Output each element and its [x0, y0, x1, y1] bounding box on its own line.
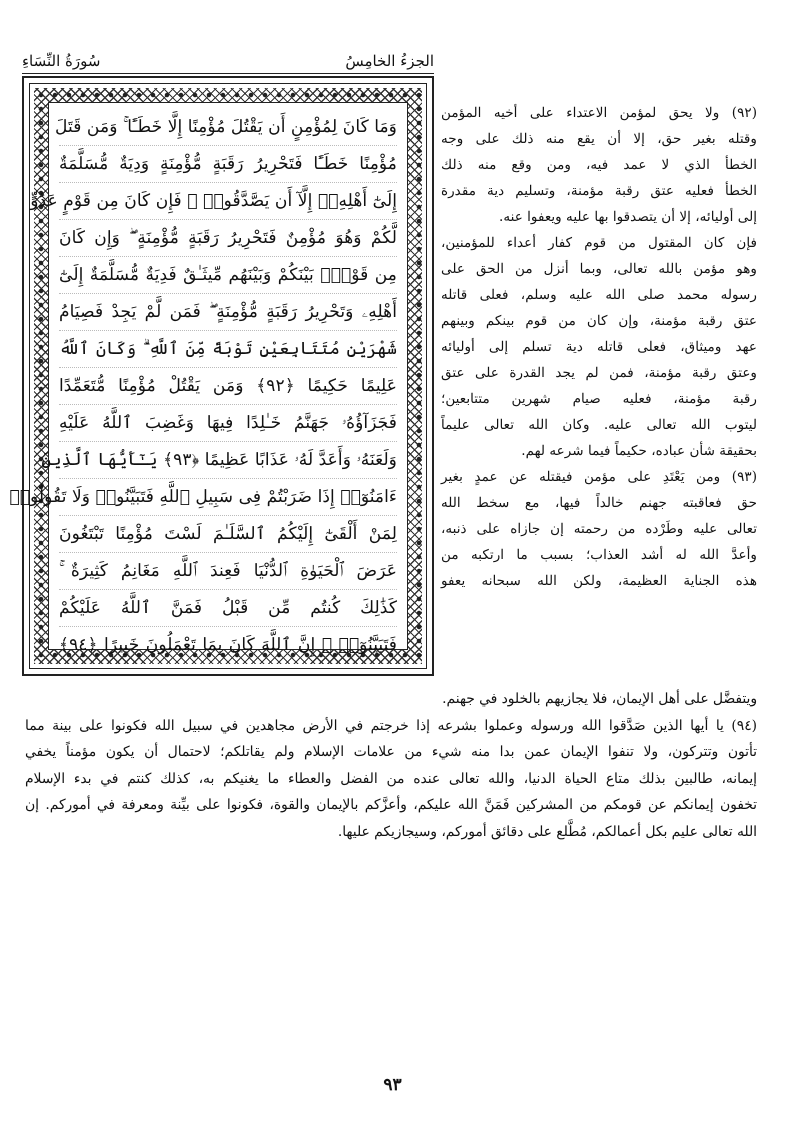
verse-line: كَذَٰلِكَ كُنتُم مِّن قَبْلُ فَمَنَّ ٱللَّهُ عَلَيْكُمْ [59, 590, 397, 627]
verse-line: مُؤْمِنًا خَطَـًٔا فَتَحْرِيرُ رَقَبَةٍ مُّؤْمِنَةٍ وَدِيَةٌ مُّسَلَّمَةٌ [59, 146, 397, 183]
surah-title: سُورَةُ النِّسَاءِ [22, 52, 101, 70]
tafsir-line: الله تعالى عليم بكل أعمالكم، مُطَّلع على دقائق أموركم، وسيجازيكم عليها. [337, 823, 757, 840]
tafsir-line: حق فعاقبته جهنم خالداً فيها، مع سخط الله [441, 495, 757, 511]
tafsir-line: وعتق رقبة مؤمنة، فمن لم يجد القدرة على عتق [441, 365, 757, 381]
verse-line: لَّكُمْ وَهُوَ مُؤْمِنٌ فَتَحْرِيرُ رَقَبَةٍ مُّؤْمِنَةٍ ۖ وَإِن كَانَ [59, 220, 397, 257]
verse-box [9, 102, 408, 655]
tafsir-line: وقتله بغير حق، إلا أن يقع منه ذلك على وجه [441, 131, 757, 147]
tafsir-line: الخطأ الذي لا عمد فيه، ومن وقع منه ذلك [441, 157, 757, 173]
ornamental-border [9, 88, 422, 664]
tafsir-line: هذه الجناية العظيمة، ولكن الله سبحانه يعفو [441, 573, 757, 589]
verse-line: مِن قَوْمٍۭ بَيْنَكُمْ وَبَيْنَهُم مِّيثَـٰقٌ فَدِيَةٌ مُّسَلَّمَةٌ إِلَىٰٓ [59, 257, 397, 294]
tafsir-line: إيمانه، طالبين بذلك متاع الحياة الدنيا، والله تعالى عنده من الفضل والعطاء ما يغنيكم به، كذلك كنتم في بدء الإسلام [25, 770, 757, 787]
tafsir-line: تعالى عليه وطَرْده من رحمته إن جازاه على ذنبه، [441, 521, 757, 537]
tafsir-line: (٩٣) ومن يَعْتَدِ على مؤمن فيقتله عن عمدٍ بغير [441, 469, 757, 485]
tafsir-side-column [441, 100, 757, 594]
tafsir-line: (٩٢) ولا يحق لمؤمن الاعتداء على أخيه المؤمن [441, 105, 757, 121]
verse-line: فَجَزَآؤُهُۥ جَهَنَّمُ خَـٰلِدًا فِيهَا وَغَضِبَ ٱللَّهُ عَلَيْهِ [59, 405, 397, 442]
tafsir-line: (٩٤) يا أيها الذين صَدَّقوا الله ورسوله وعملوا بشرعه إذا خرجتم في الأرض مجاهدين في سبيل الله فكونوا على بينة مما [25, 717, 757, 734]
tafsir-line: عتق رقبة مؤمنة، وإن كان من قوم بينكم وبينهم [441, 313, 757, 329]
quran-verse-frame [9, 76, 434, 676]
tafsir-line: ويتفضَّل على أهل الإيمان، فلا يجازيهم بالخلود في جهنم. [442, 691, 757, 707]
verse-line: عَلِيمًا حَكِيمًا ﴿٩٢﴾ وَمَن يَقْتُلْ مُؤْمِنًا مُّتَعَمِّدًا [59, 368, 397, 405]
verse-line: أَهْلِهِۦ وَتَحْرِيرُ رَقَبَةٍ مُّؤْمِنَةٍ ۖ فَمَن لَّمْ يَجِدْ فَصِيَامُ [59, 294, 397, 331]
verse-line: فَتَبَيَّنُوٓا۟ ۚ إِنَّ ٱللَّهَ كَانَ بِمَا تَعْمَلُونَ خَبِيرًا ﴿٩٤﴾ [59, 635, 397, 655]
tafsir-full-width [25, 686, 757, 845]
tafsir-line: ليتوب الله تعالى عليه. وكان الله تعالى عليماً [441, 417, 757, 433]
tafsir-line: عهد وميثاق، فعلى قاتله دية تسلم إلى أوليائه [441, 339, 757, 355]
verse-line: وَمَا كَانَ لِمُؤْمِنٍ أَن يَقْتُلَ مُؤْمِنًا إِلَّا خَطَـًٔا ۚ وَمَن قَتَلَ [59, 109, 397, 146]
tafsir-line: رسوله محمد صلى الله عليه وسلم، فعلى قاتله [441, 287, 757, 303]
verse-line: ءَامَنُوٓا۟ إِذَا ضَرَبْتُمْ فِى سَبِيلِ ٱللَّهِ فَتَبَيَّنُوا۟ وَلَا تَقُولُوا۟ [59, 479, 397, 516]
page-number: ٩٣ [383, 1075, 402, 1095]
verse-line: وَلَعَنَهُۥ وَأَعَدَّ لَهُۥ عَذَابًا عَظِيمًا ﴿٩٣﴾ يَـٰٓأَيُّهَا ٱلَّذِينَ [59, 442, 397, 479]
verse-line: لِمَنْ أَلْقَىٰٓ إِلَيْكُمُ ٱلسَّلَـٰمَ لَسْتَ مُؤْمِنًا تَبْتَغُونَ [59, 516, 397, 553]
tafsir-line: رقبة مؤمنة، فعليه صيام شهرين متتابعين؛ [441, 391, 757, 407]
tafsir-line: تأتون وتتركون، ولا تنفوا الإيمان عمن بدا منه شيء من علامات الإسلام ولم يقاتلكم؛ لاحتمال أن يكون مؤمناً يخفي [25, 744, 757, 760]
verse-line: إِلَىٰٓ أَهْلِهِۦٓ إِلَّآ أَن يَصَّدَّقُوا۟ ۚ فَإِن كَانَ مِن قَوْمٍ عَدُوٍّ [59, 183, 397, 220]
juz-title: الجزءُ الخامِسُ [345, 52, 434, 70]
tafsir-line: الخطأ فعليه عتق رقبة مؤمنة، وتسليم دية مقدرة [441, 183, 757, 199]
tafsir-line: وأعدَّ الله له أشد العذاب؛ بسبب ما ارتكبه من [441, 547, 757, 563]
verse-line: عَرَضَ ٱلْحَيَوٰةِ ٱلدُّنْيَا فَعِندَ ٱللَّهِ مَغَانِمُ كَثِيرَةٌ ۚ [59, 553, 397, 590]
tafsir-line: تخفون إيمانكم عن قومكم من المشركين فَمَنَّ الله عليكم، وأعزَّكم بالإيمان والقوة، فكونوا على بيِّنة ومعرفة في أموركم. إن [25, 797, 757, 813]
tafsir-line: بحقيقة شأن عباده، حكيماً فيما شرعه لهم. [521, 443, 757, 459]
tafsir-line: فإن كان المقتول من قوم كفار أعداء للمؤمنين، [441, 235, 757, 251]
page-header [22, 52, 434, 74]
tafsir-line: وهو مؤمن بالله تعالى، وبما أنزل من الحق على [441, 261, 757, 277]
verse-line: شَهْرَيْنِ مُتَتَابِعَيْنِ تَوْبَةً مِّنَ ٱللَّهِ ۗ وَكَانَ ٱللَّهُ [59, 331, 397, 368]
tafsir-line: إلى أوليائه، إلا أن يتصدقوا بها عليه ويعفوا عنه. [499, 209, 757, 225]
